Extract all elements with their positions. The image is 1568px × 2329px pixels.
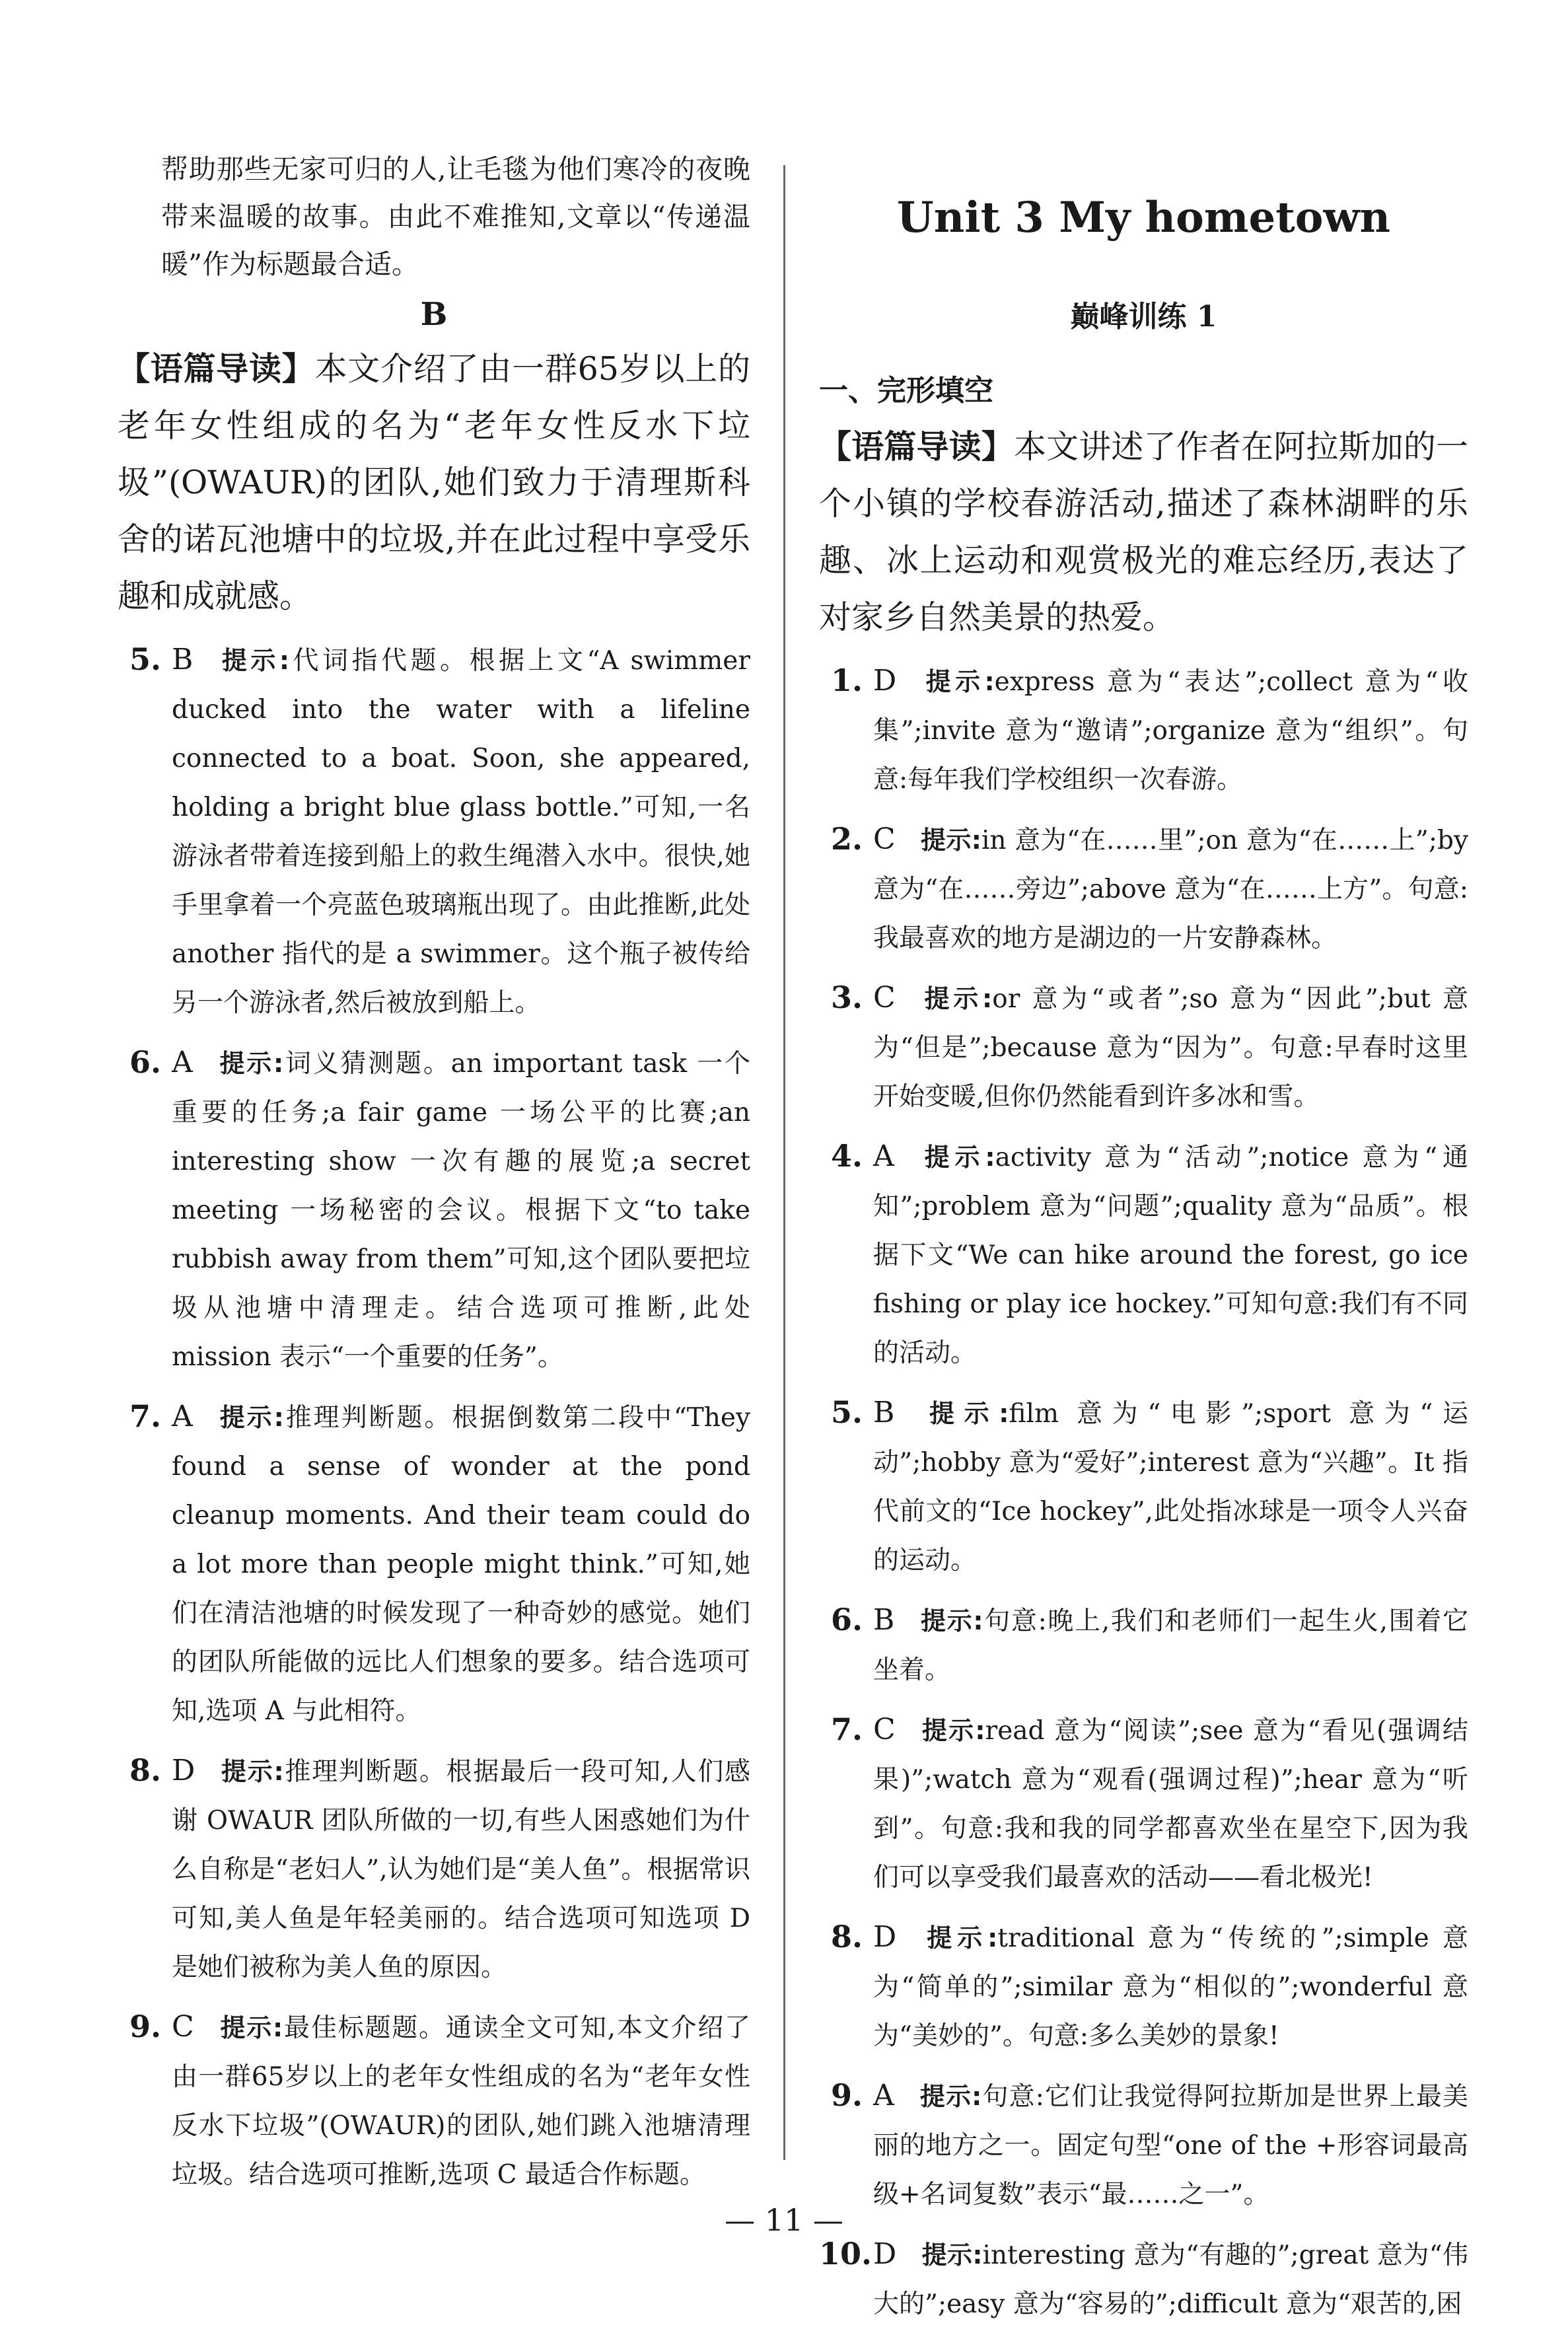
hint-label: 提示: (218, 646, 290, 675)
answer-letter: B (873, 1603, 895, 1637)
answer-letter: B (873, 1396, 895, 1429)
item-number: 5. (129, 641, 161, 677)
item-number: 8. (830, 1919, 863, 1954)
left-column (118, 145, 750, 2200)
answer-item (819, 2230, 1468, 2329)
hint-label: 提示: (919, 1606, 983, 1635)
answer-item (819, 1913, 1468, 2061)
hint-label: 提示: (919, 1143, 995, 1172)
item-number: 1. (830, 663, 863, 698)
hint-label: 提示: (920, 1716, 985, 1745)
answer-item (118, 1038, 750, 1382)
right-column (819, 145, 1468, 2329)
explanation: in 意为“在……里”;on 意为“在……上”;by 意为“在……旁边”;above 意为“在……上方”。句意:我最喜欢的地方是湖边的一片安静森林。 (873, 826, 1468, 953)
guide-tag: 【语篇导读】 (118, 350, 315, 388)
answer-letter: D (873, 664, 897, 698)
item-number: 3. (830, 980, 863, 1015)
explanation: or 意为“或者”;so 意为“因此”;but 意为“但是”;because 意为“因为”。句意:早春时这里开始变暖,但你仍然能看到许多冰和雪。 (873, 984, 1468, 1112)
item-number: 9. (830, 2077, 863, 2113)
hint-label: 提示: (919, 1399, 1009, 1428)
part-heading: 一、完形填空 (819, 374, 993, 408)
exercise-title: 巅峰训练 1 (1070, 300, 1217, 334)
unit-title: Unit 3 My hometown (896, 193, 1391, 242)
hint-label: 提示: (920, 826, 981, 855)
item-number: 6. (129, 1044, 161, 1080)
explanation: film 意为“电影”;sport 意为“运动”;hobby 意为“爱好”;interest 意为“兴趣”。It 指代前文的“Ice hockey”,此处指冰球是一项令人兴奋的运动。 (873, 1399, 1468, 1575)
explanation: 推理判断题。根据最后一段可知,人们感谢 OWAUR 团队所做的一切,有些人困惑她们为什么自称是“老妇人”,认为她们是“美人鱼”。根据常识可知,美人鱼是年轻美丽的。结合选项可知选项 D 是她们被称为美人鱼的原因。 (172, 1757, 750, 1982)
hint-label: 提示: (920, 984, 993, 1013)
passage-guide (118, 341, 750, 625)
answer-letter: C (172, 2010, 194, 2044)
item-number: 4. (830, 1138, 863, 1174)
answer-letter: B (172, 643, 194, 676)
answer-item (118, 1392, 750, 1736)
passage-guide (819, 419, 1468, 646)
answer-letter: D (873, 2237, 897, 2271)
answer-item (118, 2003, 750, 2200)
answer-letter: D (873, 1920, 897, 1954)
item-number: 10. (819, 2236, 873, 2272)
item-number: 9. (129, 2009, 161, 2044)
answer-item (819, 1388, 1468, 1585)
explanation: traditional 意为“传统的”;simple 意为“简单的”;similar 意为“相似的”;wonderful 意为“美妙的”。句意:多么美妙的景象! (873, 1923, 1468, 2051)
hint-label: 提示: (217, 1403, 284, 1432)
explanation: interesting 意为“有趣的”;great 意为“伟大的”;easy 意为“容易的”;difficult 意为“艰苦的,困 (873, 2240, 1469, 2319)
explanation: 推理判断题。根据倒数第二段中“They found a sense of wonder at the pond cleanup moments. And their team could do a lot more than people might think.”可知,她们在清洁池塘的时候发现了一种奇妙的感觉。她们的团队所能做的远比人们想象的要多。结合选项可知,选项 A 与此相符。 (172, 1403, 751, 1726)
hint-label: 提示: (219, 2013, 283, 2042)
item-number: 5. (830, 1394, 863, 1430)
item-number: 6. (830, 1602, 863, 1637)
answer-item (118, 635, 750, 1028)
explanation: read 意为“阅读”;see 意为“看见(强调结果)”;watch 意为“观看(强调过程)”;hear 意为“听到”。句意:我和我的同学都喜欢坐在星空下,因为我们可以享受我们最喜欢的活动——看北极光! (873, 1716, 1468, 1892)
answer-item (819, 815, 1468, 963)
answer-letter: C (873, 1713, 896, 1746)
explanation: 句意:晚上,我们和老师们一起生火,围着它坐着。 (873, 1606, 1469, 1685)
answer-letter: D (172, 1754, 196, 1787)
explanation: 句意:它们让我觉得阿拉斯加是世界上最美丽的地方之一。固定句型“one of the +形容词最高级+名词复数”表示“最……之一”。 (873, 2082, 1468, 2209)
explanation: 词义猜测题。an important task 一个重要的任务;a fair game 一场公平的比赛;an interesting show 一次有趣的展览;a secret meeting 一场秘密的会议。根据下文“to take rubbish away from them”可知,这个团队要把垃圾从池塘中清理走。结合选项可推断,此处 mission 表示“一个重要的任务”。 (172, 1049, 751, 1372)
answer-letter: C (873, 822, 896, 856)
guide-tag: 【语篇导读】 (819, 428, 1014, 466)
item-number: 2. (830, 821, 863, 857)
hint-label: 提示: (921, 1923, 998, 1953)
answer-item (819, 974, 1468, 1122)
answer-item (118, 1746, 750, 1992)
hint-label: 提示: (217, 1049, 284, 1078)
guide-text: 本文讲述了作者在阿拉斯加的一个小镇的学校春游活动,描述了森林湖畔的乐趣、冰上运动和观赏极光的难忘经历,表达了对家乡自然美景的热爱。 (819, 428, 1468, 636)
answer-item (819, 1705, 1468, 1902)
explanation: 代词指代题。根据上文“A swimmer ducked into the water with a lifeline connected to a boat. Soon, she appeared, holding a bright blue glass bottle.”可知,一名游泳者带着连接到船上的救生绳潜入水中。很快,她手里拿着一个亮蓝色玻璃瓶出现了。由此推断,此处 another 指代的是 a swimmer。这个瓶子被传给另一个游泳者,然后被放到船上。 (172, 646, 750, 1018)
answer-letter: A (873, 1139, 894, 1173)
section-heading: B (420, 296, 448, 333)
answer-item (819, 2071, 1468, 2219)
hint-label: 提示: (919, 2082, 982, 2111)
answer-item (819, 657, 1468, 805)
answer-letter: A (873, 2079, 894, 2112)
guide-text: 本文介绍了由一群65岁以上的老年女性组成的名为“老年女性反水下垃圾”(OWAUR)的团队,她们致力于清理斯科舍的诺瓦池塘中的垃圾,并在此过程中享受乐趣和成就感。 (118, 350, 750, 615)
item-number: 8. (129, 1752, 161, 1788)
explanation: activity 意为“活动”;notice 意为“通知”;problem 意为“问题”;quality 意为“品质”。根据下文“We can hike around the forest, go ice fishing or play ice hockey.”可知句意:我们有不同的活动。 (873, 1143, 1468, 1368)
explanation: express 意为“表达”;collect 意为“收集”;invite 意为“邀请”;organize 意为“组织”。句意:每年我们学校组织一次春游。 (873, 667, 1469, 795)
explanation: 最佳标题题。通读全文可知,本文介绍了由一群65岁以上的老年女性组成的名为“老年女性反水下垃圾”(OWAUR)的团队,她们跳入池塘清理垃圾。结合选项可推断,选项 C 最适合作标题。 (172, 2013, 750, 2190)
item-number: 7. (129, 1398, 161, 1434)
answer-letter: A (172, 1400, 193, 1433)
hint-label: 提示: (220, 1757, 284, 1786)
answer-item (819, 1132, 1468, 1378)
column-divider (783, 165, 785, 2160)
page-number: — 11 — (725, 2202, 843, 2238)
hint-label: 提示: (921, 667, 995, 696)
item-number: 7. (830, 1711, 863, 1747)
answer-letter: A (172, 1046, 193, 1079)
answer-item (819, 1596, 1468, 1695)
hint-label: 提示: (921, 2240, 983, 2270)
answer-letter: C (873, 981, 896, 1015)
continued-paragraph: 帮助那些无家可归的人,让毛毯为他们寒冷的夜晚带来温暖的故事。由此不难推知,文章以“传递温暖”作为标题最合适。 (161, 153, 750, 280)
